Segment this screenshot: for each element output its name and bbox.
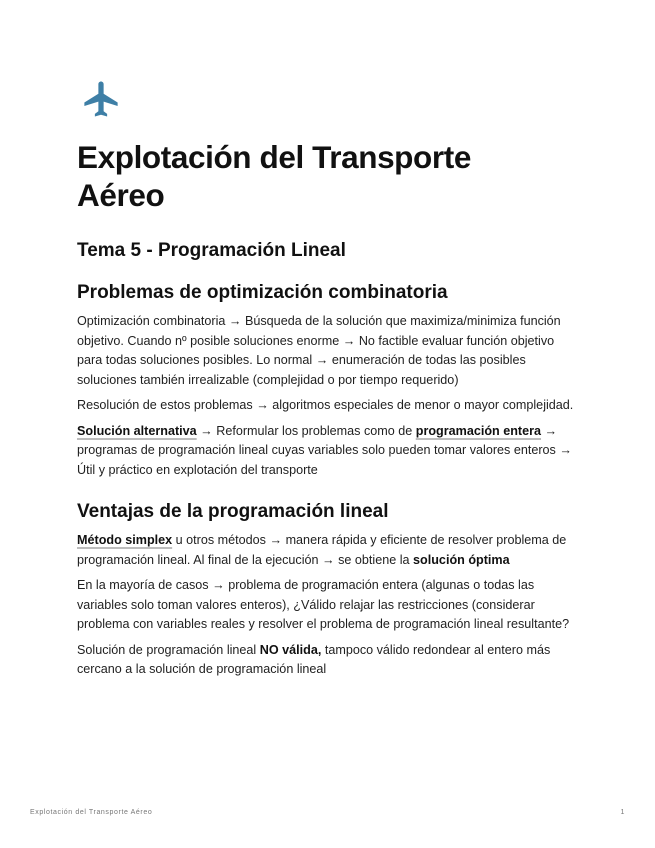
bold-term: programación entera: [415, 423, 542, 438]
bold-term: NO válida,: [259, 642, 322, 657]
paragraph: [77, 422, 582, 481]
text-run: tampoco válido redondear al entero más cercano a la solución de programación lineal: [77, 642, 551, 676]
text-run: → Reformular los problemas como de: [196, 423, 416, 438]
paragraph: Optimización combinatoria → Búsqueda de la solución que maximiza/minimiza función objetivo. Cuando nº posible soluciones enorme → No factible evaluar función objetivo para todas soluciones posibles. Lo normal → enumeración de todas las posibles soluciones también irrealizable (complejidad o por tiempo requerido): [77, 314, 561, 387]
bold-term: solución óptima: [413, 552, 510, 567]
page-number: 1: [620, 809, 625, 816]
paragraph: Resolución de estos problemas → algoritmos especiales de menor o mayor complejidad.: [77, 398, 574, 412]
bold-term: Solución alternativa: [77, 423, 197, 438]
text-run: u otros métodos → manera rápida y eficiente de resolver problema de programación lineal. Al final de la ejecución → se obtiene la: [77, 533, 567, 567]
paragraph: [77, 531, 582, 570]
section-heading-advantages: Ventajas de la programación lineal: [77, 501, 389, 522]
text-run: Solución de programación lineal: [77, 642, 260, 657]
page-subtitle: Tema 5 - Programación Lineal: [77, 240, 346, 261]
page-title: Explotación del Transporte Aéreo: [77, 139, 471, 213]
page-footer: [30, 809, 625, 816]
paragraph: [77, 641, 582, 680]
bold-term: Método simplex: [77, 533, 173, 547]
document-body: [77, 281, 582, 686]
footer-title: Explotación del Transporte Aéreo: [30, 809, 153, 816]
airplane-icon: [80, 78, 122, 120]
section-heading-optimization: Problemas de optimización combinatoria: [77, 282, 448, 303]
paragraph: En la mayoría de casos → problema de programación entera (algunas o todas las variables solo toman valores enteros), ¿Válido relajar las restricciones (considerar problema con variables reales y resolver el problema de programación lineal resultante?: [77, 578, 570, 631]
text-run: → programas de programación lineal cuyas variables solo pueden tomar valores enteros → Útil y práctico en explotación del transporte: [77, 423, 572, 477]
